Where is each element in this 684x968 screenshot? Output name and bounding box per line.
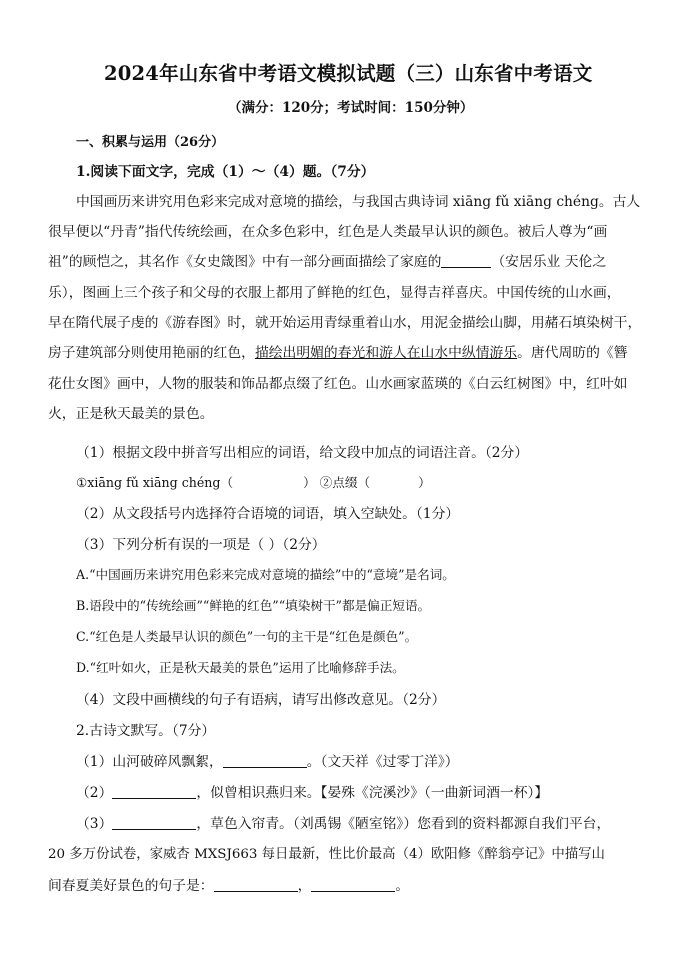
poetry-line-4: 间春夏美好景色的句子是： ， 。 — [48, 878, 410, 894]
sub-question-1-answers: ①xiāng fǔ xiāng chéng（ ） ②点缀（ ） — [76, 475, 431, 490]
page-title: 2024年山东省中考语文模拟试题（三）山东省中考语文 — [104, 62, 593, 85]
answer-blank[interactable] — [214, 878, 298, 892]
question-1-heading: 1.阅读下面文字，完成（1）～（4）题。（7分） — [76, 164, 375, 180]
paragraph-line: 中国画历来讲究用色彩来完成对意境的描绘，与我国古典诗词 xiāng fǔ xiāng chéng。古人 — [76, 194, 641, 210]
underlined-sentence: 描绘出明媚的春光和游人在山水中纵情游乐 — [254, 345, 518, 361]
paragraph-line: 早在隋代展子虔的《游春图》时，就开始运用青绿重着山水，用泥金描绘山脚，用赭石填染树干， — [48, 315, 642, 331]
answer-blank[interactable] — [112, 785, 196, 799]
option-d: D.“红叶如火，正是秋天最美的景色”运用了比喻修辞手法。 — [76, 660, 405, 675]
option-b: B.语段中的“传统绘画”“鲜艳的红色”“填染树干”都是偏正短语。 — [76, 598, 431, 613]
option-a: A.“中国画历来讲究用色彩来完成对意境的描绘”中的“意境”是名词。 — [76, 567, 455, 582]
sub-question-4: （4）文段中画横线的句子有语病，请写出修改意见。（2分） — [76, 692, 446, 708]
option-c: C.“红色是人类最早认识的颜色”一句的主干是“红色是颜色”。 — [76, 629, 418, 644]
paragraph-line: 20 多万份试卷，家威杏 MXSJ663 每日最新，性比价最高（4）欧阳修《醉翁亭记》中描写山 — [48, 847, 605, 862]
paragraph-line: 房子建筑部分则使用艳丽的红色，描绘出明媚的春光和游人在山水中纵情游乐。唐代周昉的《簪 — [48, 345, 628, 361]
paragraph-line: 很早便以“丹青”指代传统绘画，在众多色彩中，红色是人类最早认识的颜色。被后人尊为“画 — [48, 224, 608, 240]
paragraph-line: 乐），图画上三个孩子和父母的衣服上都用了鲜艳的红色，显得吉祥喜庆。中国传统的山水画， — [48, 285, 621, 301]
answer-blank[interactable] — [223, 754, 307, 768]
poetry-line-3: （3） ，草色入帘青。（刘禹锡《陋室铭》）您看到的资料都源自我们平台， — [76, 816, 611, 832]
paragraph-line: 花仕女图》画中，人物的服装和饰品都点缀了红色。山水画家蓝瑛的《白云红树图》中，红叶如 — [48, 376, 628, 392]
page-subtitle: （满分：120分；考试时间：150分钟） — [228, 100, 474, 116]
sub-question-3: （3）下列分析有误的一项是（ ）（2分） — [76, 537, 326, 553]
answer-blank[interactable] — [311, 878, 395, 892]
sub-question-1: （1）根据文段中拼音写出相应的词语，给文段中加点的词语注音。（2分） — [76, 445, 529, 461]
paragraph-line: 火，正是秋天最美的景色。 — [48, 406, 214, 422]
answer-blank[interactable] — [112, 816, 196, 830]
section-heading: 一、积累与运用（26分） — [76, 135, 225, 150]
question-2-heading: 2.古诗文默写。（7分） — [76, 723, 216, 739]
paragraph-line: 祖”的顾恺之，其名作《女史箴图》中有一部分画面描绘了家庭的 （安居乐业 天伦之 — [48, 254, 607, 270]
sub-question-2: （2）从文段括号内选择符合语境的词语，填入空缺处。（1分） — [76, 506, 460, 522]
poetry-line-2: （2） ，似曾相识燕归来。【晏殊《浣溪沙》（一曲新词酒一杯）】 — [76, 785, 549, 801]
answer-blank[interactable] — [441, 254, 491, 268]
poetry-line-1: （1）山河破碎风飘絮， 。（文天祥《过零丁洋》） — [76, 754, 459, 770]
